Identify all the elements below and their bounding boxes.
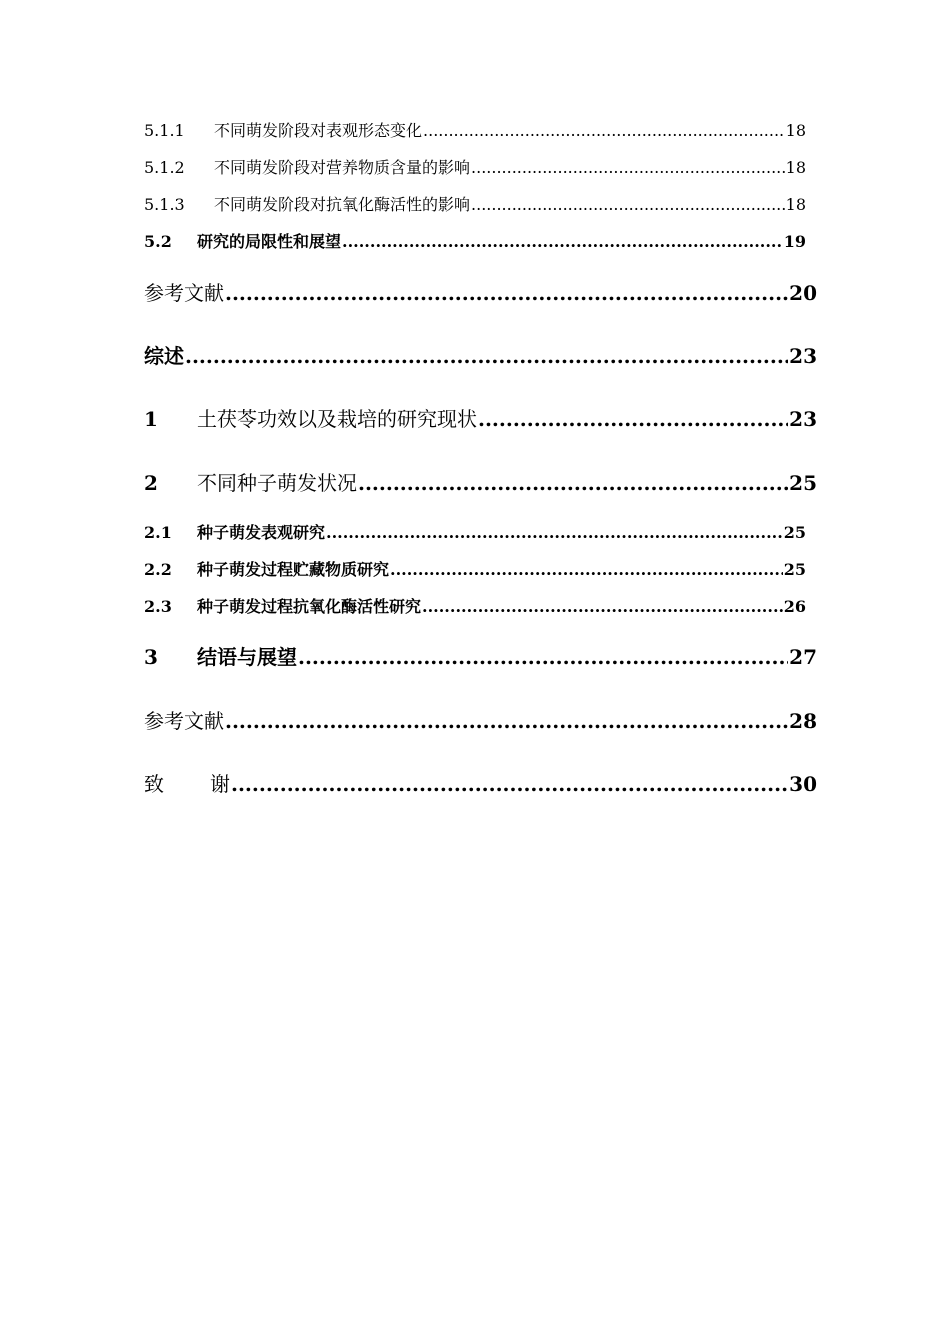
toc-entry-number: 5.2 [144,232,172,251]
toc-entry-title: 不同萌发阶段对表观形态变化 [214,121,423,140]
dot-leader [422,597,783,616]
toc-entry-page: 23 [789,407,817,431]
toc-entry-title: 种子萌发过程贮藏物质研究 [197,560,390,579]
toc-entry-page: 18 [785,195,806,214]
toc-entry[interactable] [144,705,817,734]
dot-leader [298,645,788,669]
toc-entry-title: 不同种子萌发状况 [197,471,357,495]
toc-entry-title: 综述 [144,344,184,368]
toc-entry-page: 18 [785,121,806,140]
toc-entry[interactable] [144,467,817,496]
toc-entry-title: 不同萌发阶段对抗氧化酶活性的影响 [214,195,471,214]
dot-leader [225,281,788,305]
dot-leader [478,407,788,431]
dot-leader [390,560,783,579]
toc-entry-number: 2.1 [144,523,172,542]
toc-entry[interactable] [144,277,817,306]
toc-entry[interactable] [144,557,806,580]
toc-entry[interactable] [144,340,817,369]
ack-char-1: 致 [144,772,164,796]
toc-entry[interactable] [144,229,806,252]
toc-entry[interactable] [144,403,817,432]
toc-entry-title: 种子萌发过程抗氧化酶活性研究 [197,597,422,616]
toc-entry-page: 19 [783,232,806,251]
dot-leader [342,232,783,251]
toc-entry-title: 种子萌发表观研究 [197,523,326,542]
toc-entry[interactable] [144,594,806,617]
toc-entry-title: 参考文献 [144,281,224,305]
dot-leader [471,195,785,214]
toc-entry-number: 5.1.2 [144,158,185,177]
toc-entry-title: 结语与展望 [197,645,297,669]
toc-entry[interactable] [144,192,806,215]
toc-entry-page: 26 [783,597,806,616]
toc-entry[interactable] [144,641,817,670]
dot-leader [231,772,788,796]
dot-leader [471,158,785,177]
toc-entry-page: 23 [789,344,817,368]
toc-entry-title [144,768,230,797]
toc-entry-page: 25 [783,523,806,542]
ack-char-2: 谢 [210,772,230,796]
toc-entry[interactable] [144,768,817,797]
toc-entry[interactable] [144,155,806,178]
toc-entry-page: 20 [789,281,817,305]
toc-entry-title: 土茯苓功效以及栽培的研究现状 [197,407,477,431]
toc-entry-page: 25 [789,471,817,495]
toc-entry[interactable] [144,520,806,543]
toc-entry-number: 2.2 [144,560,172,579]
toc-entry-number: 1 [144,407,158,431]
toc-entry-title: 参考文献 [144,709,224,733]
toc-entry-page: 28 [789,709,817,733]
toc-entry[interactable] [144,118,806,141]
toc-entry-number: 3 [144,645,158,669]
toc-entry-page: 27 [789,645,817,669]
dot-leader [423,121,785,140]
toc-entry-page: 18 [785,158,806,177]
toc-entry-number: 2.3 [144,597,172,616]
toc-entry-title: 研究的局限性和展望 [197,232,342,251]
dot-leader [185,344,788,368]
toc-entry-number: 5.1.3 [144,195,185,214]
toc-entry-number: 2 [144,471,158,495]
dot-leader [358,471,788,495]
toc-entry-title: 不同萌发阶段对营养物质含量的影响 [214,158,471,177]
toc-entry-page: 25 [783,560,806,579]
dot-leader [225,709,788,733]
toc-entry-page: 30 [789,772,817,796]
toc-entry-number: 5.1.1 [144,121,185,140]
dot-leader [326,523,783,542]
